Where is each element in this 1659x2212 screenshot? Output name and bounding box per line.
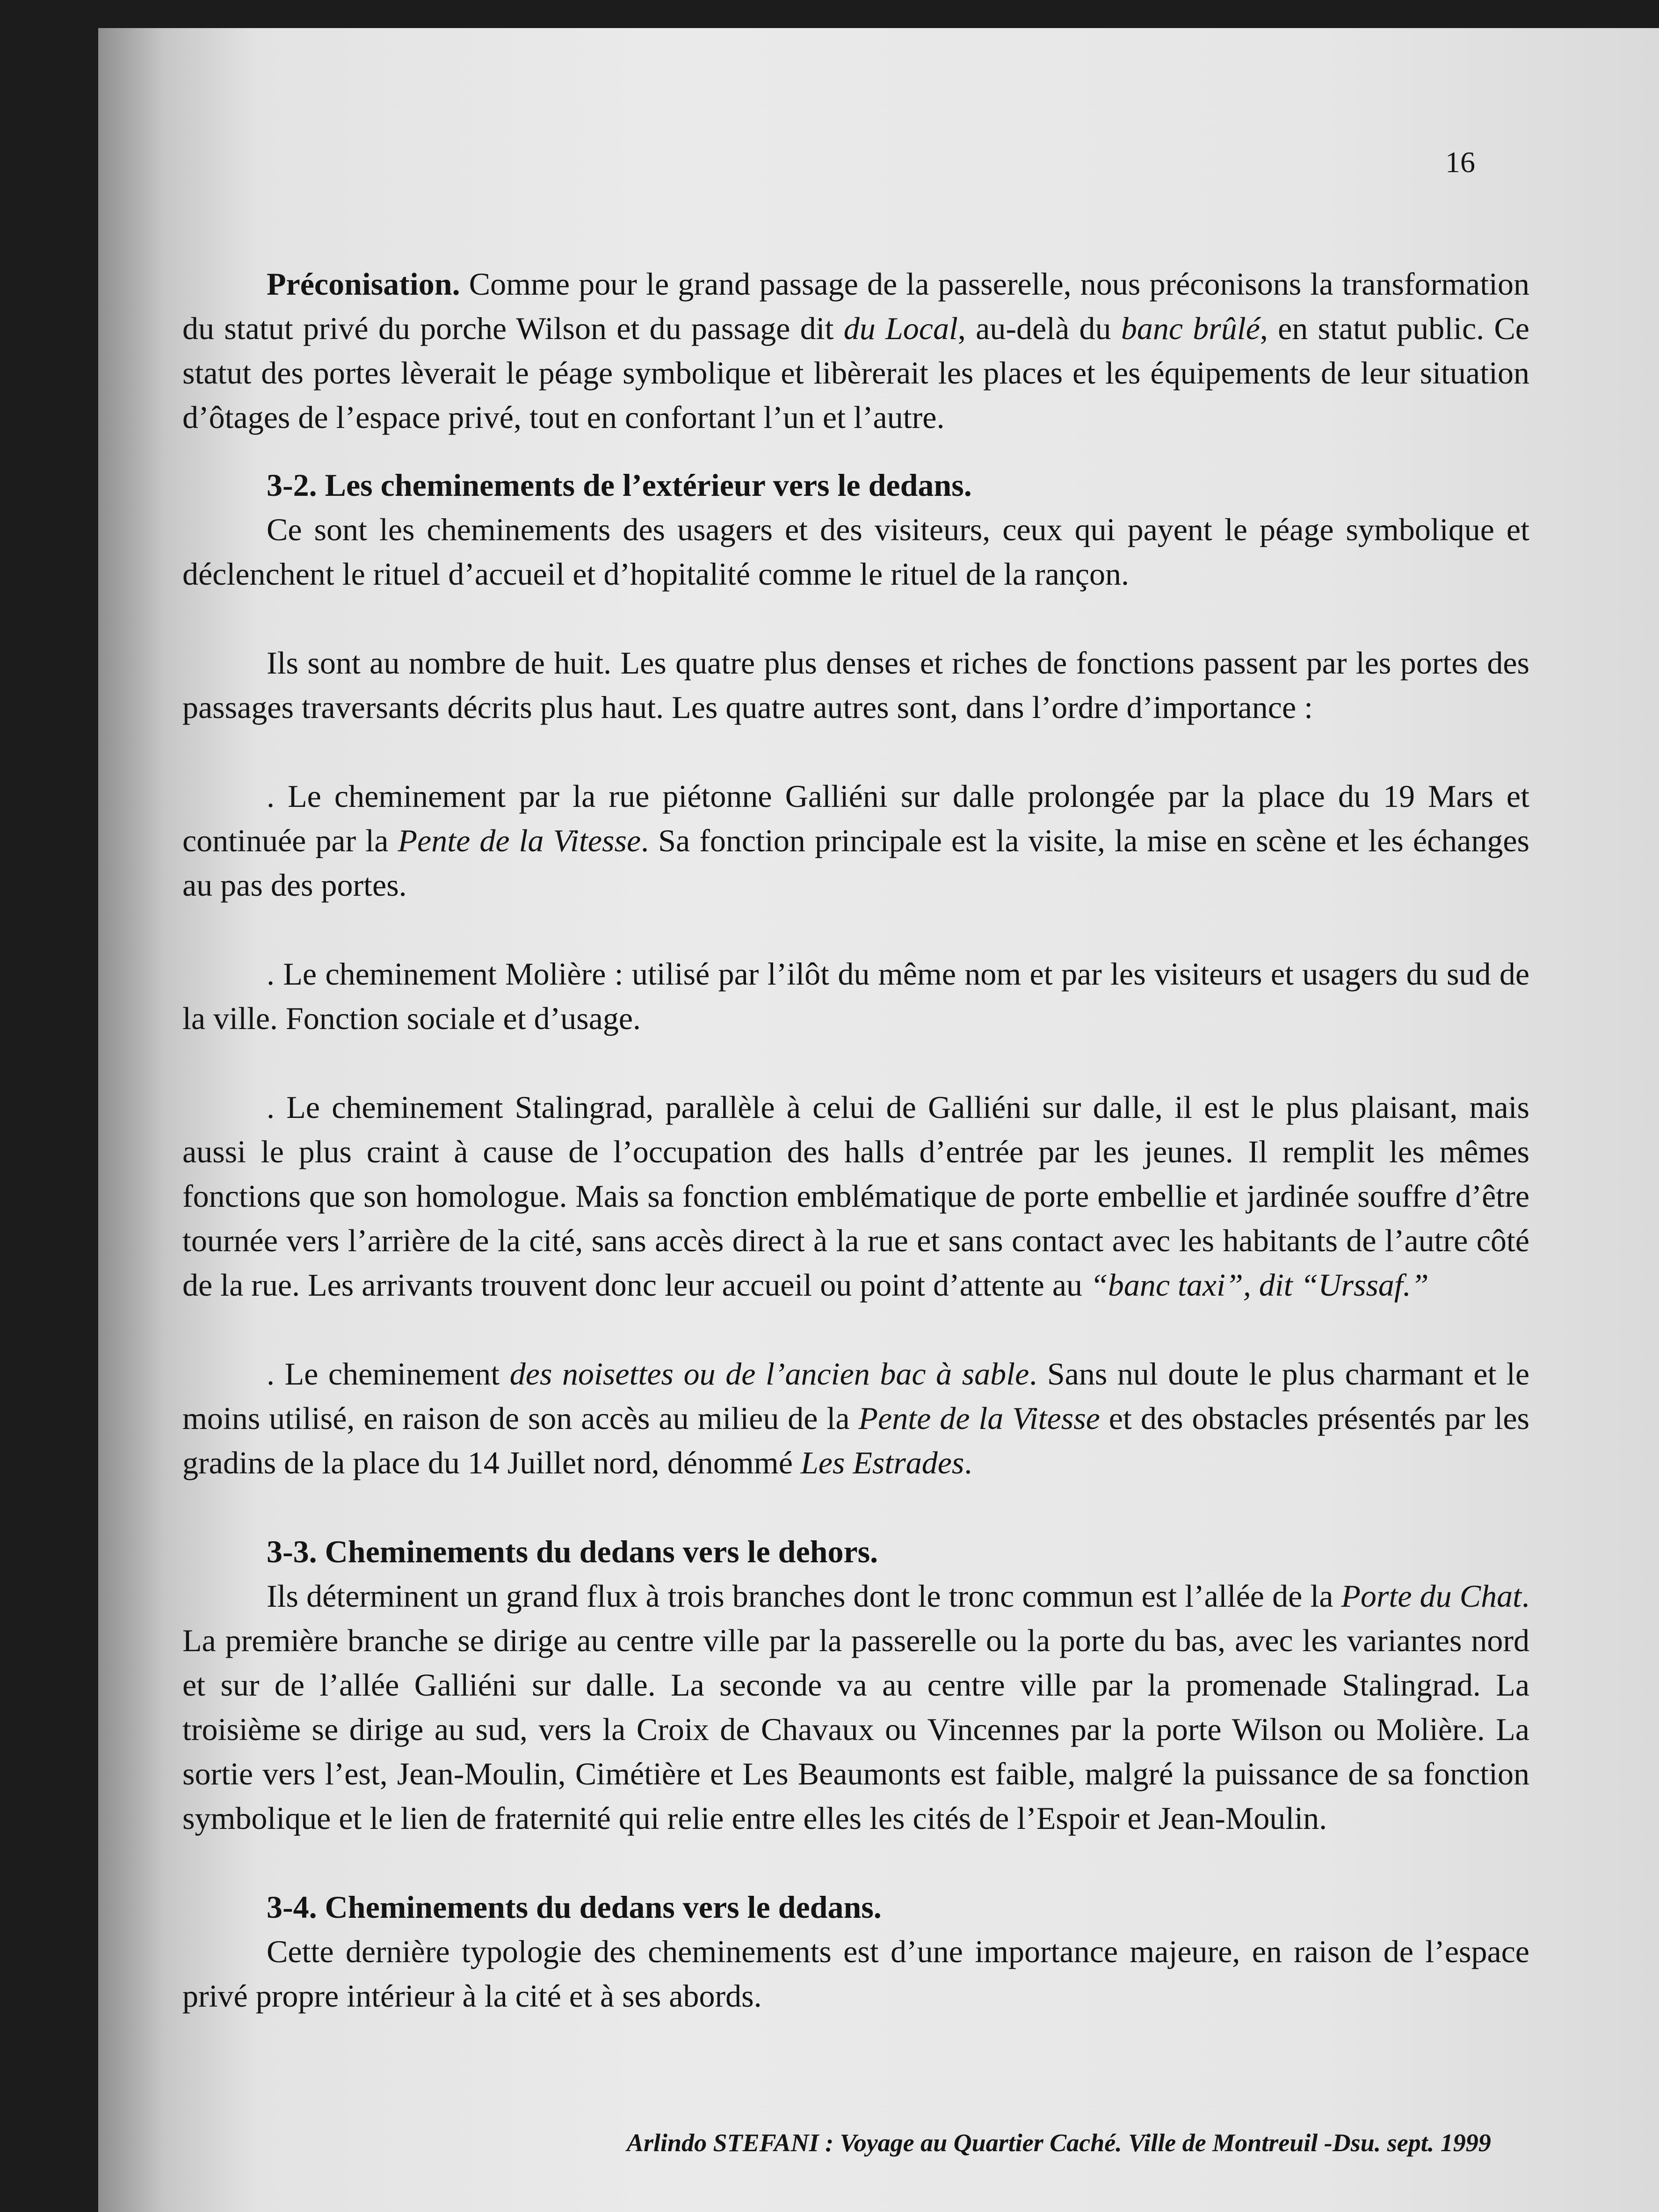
preconisation-label: Préconisation.: [267, 266, 460, 302]
section-3-3-paragraph: Ils déterminent un grand flux à trois branches dont le tronc commun est l’allée de la Porte du Chat. La première branche se dirige au centre ville par la passerelle ou la porte du bas, avec les variantes nord et sur de l’allée Galliéni sur dalle. La seconde va au centre ville par la promenade Stalingrad. La troisième se dirige au sud, vers la Croix de Chavaux ou Vincennes par la porte Wilson ou Molière. La sortie vers l’est, Jean-Moulin, Cimétière et Les Beaumonts est faible, malgré la puissance de sa fonction symbolique et le lien de fraternité qui relie entre elles les cités de l’Espoir et Jean-Moulin.: [182, 1578, 1529, 1836]
section-3-2-count: Ils sont au nombre de huit. Les quatre plus denses et riches de fonctions passent par les portes des passages traversants décrits plus haut. Les quatre autres sont, dans l’ordre d’importance :: [182, 645, 1529, 725]
section-3-4-paragraph: Cette dernière typologie des cheminements est d’une importance majeure, en raison de l’espace privé propre intérieur à la cité et à ses abords.: [182, 1934, 1529, 2014]
page-number: 16: [1445, 145, 1475, 179]
page-footer: Arlindo STEFANI : Voyage au Quartier Caché. Ville de Montreuil -Dsu. sept. 1999: [627, 2129, 1491, 2157]
page-content: [182, 28, 1529, 2018]
section-3-2-heading: 3-2. Les cheminements de l’extérieur vers le dedans.: [267, 467, 972, 503]
list-item: . Le cheminement des noisettes ou de l’ancien bac à sable. Sans nul doute le plus charmant et le moins utilisé, en raison de son accès au milieu de la Pente de la Vitesse et des obstacles présentés par les gradins de la place du 14 Juillet nord, dénommé Les Estrades.: [182, 1356, 1529, 1480]
list-item: . Le cheminement Molière : utilisé par l’ilôt du même nom et par les visiteurs et usagers du sud de la ville. Fonction sociale et d’usage.: [182, 956, 1529, 1036]
document-page: [98, 28, 1659, 2212]
section-3-3-heading: 3-3. Cheminements du dedans vers le dehors.: [267, 1534, 878, 1569]
preconisation-paragraph: Préconisation. Comme pour le grand passage de la passerelle, nous préconisons la transformation du statut privé du porche Wilson et du passage dit du Local, au-delà du banc brûlé, en statut public. Ce statut des portes lèverait le péage symbolique et libèrerait les places et les équipements de leur situation d’ôtages de l’espace privé, tout en confortant l’un et l’autre.: [182, 266, 1529, 435]
list-item: . Le cheminement Stalingrad, parallèle à celui de Galliéni sur dalle, il est le plus plaisant, mais aussi le plus craint à cause de l’occupation des halls d’entrée par les jeunes. Il remplit les mêmes fonctions que son homologue. Mais sa fonction emblématique de porte embellie et jardinée souffre d’être tournée vers l’arrière de la cité, sans accès direct à la rue et sans contact avec les habitants de l’autre côté de la rue. Les arrivants trouvent donc leur accueil ou point d’attente au “banc taxi”, dit “Urssaf.”: [182, 1089, 1529, 1303]
section-3-4-heading: 3-4. Cheminements du dedans vers le dedans.: [267, 1889, 882, 1925]
section-3-2-intro: Ce sont les cheminements des usagers et des visiteurs, ceux qui payent le péage symbolique et déclenchent le rituel d’accueil et d’hopitalité comme le rituel de la rançon.: [182, 512, 1529, 592]
list-item: . Le cheminement par la rue piétonne Galliéni sur dalle prolongée par la place du 19 Mars et continuée par la Pente de la Vitesse. Sa fonction principale est la visite, la mise en scène et les échanges au pas des portes.: [182, 778, 1530, 903]
